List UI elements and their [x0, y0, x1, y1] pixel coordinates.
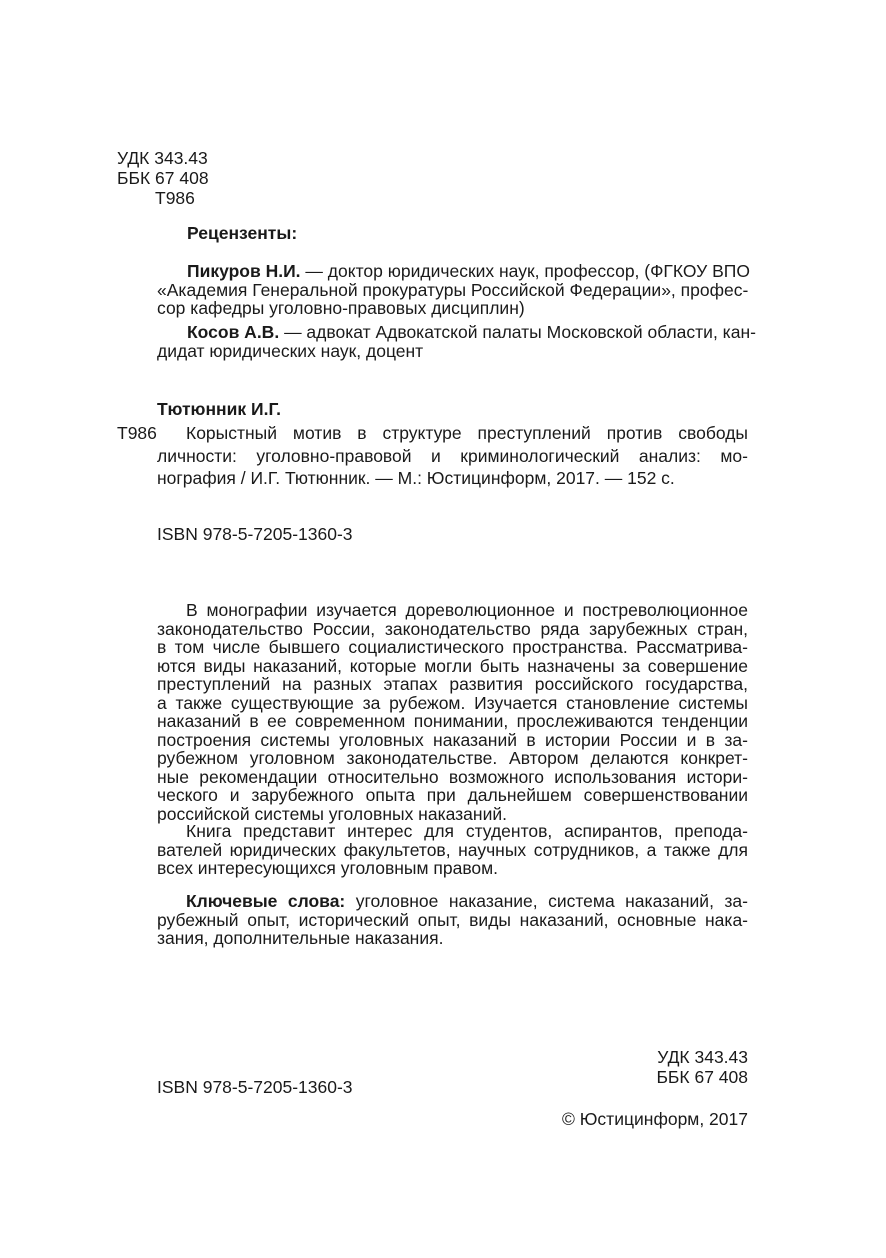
author-mark: Т986 — [155, 188, 195, 208]
keywords — [157, 892, 748, 948]
abstract-line: российской системы уголовных наказаний. — [157, 803, 507, 824]
reviewer-1-line-3: сор кафедры уголовно-правовых дисциплин) — [157, 298, 525, 318]
abstract-line: построения системы уголовных наказаний в истории России и в за- — [157, 729, 748, 750]
abstract-line: ческого и зарубежного опыта при дальнейшем совершенствовании — [157, 785, 748, 805]
abstract-line: всех интересующихся уголовным правом. — [157, 858, 499, 878]
abstract-line: законодательство России, законодательство ряда зарубежных стран, — [157, 618, 748, 639]
reviewer-1-line-2: «Академия Генеральной прокуратуры Российской Федерации», профес- — [157, 279, 749, 300]
footer-bbk: ББК 67 408 — [656, 1067, 748, 1087]
keywords-line-1: Ключевые слова: уголовное наказание, система наказаний, за- — [186, 891, 748, 911]
reviewer-2-name: Косов А.В. — [187, 322, 280, 342]
abstract-line: наказаний в ее современном понимании, прослеживаются тенденции — [157, 711, 748, 731]
book-author: Тютюнник И.Г. — [157, 399, 282, 419]
abstract-line: ные рекомендации относительно возможного использования истори- — [157, 766, 748, 787]
reviewer-2-line-1: Косов А.В. — адвокат Адвокатской палаты Московской области, кан- — [187, 322, 756, 342]
abstract-line: вателей юридических факультетов, научных сотрудников, а также для — [157, 839, 748, 860]
udk-code: УДК 343.43 — [117, 148, 208, 168]
abstract-line: В монографии изучается дореволюционное и постреволюционное — [186, 600, 748, 620]
book-description — [157, 422, 748, 490]
abstract-paragraph-1 — [157, 601, 748, 823]
footer-udk: УДК 343.43 — [657, 1047, 748, 1067]
keywords-line-3: зания, дополнительные наказания. — [157, 928, 444, 948]
book-mark: Т986 — [117, 423, 157, 443]
abstract-line: ются виды наказаний, которые могли быть назначены за совершение — [157, 655, 748, 676]
bbk-code: ББК 67 408 — [117, 168, 209, 188]
keywords-line-2: рубежный опыт, исторический опыт, виды наказаний, основные нака- — [157, 909, 748, 930]
abstract-line: Книга представит интерес для студентов, аспирантов, препода- — [186, 821, 748, 841]
book-description-line-1: Корыстный мотив в структуре преступлений против свободы — [186, 423, 748, 443]
reviewer-1-name: Пикуров Н.И. — [187, 261, 301, 281]
abstract-line: а также существующие за рубежом. Изучается становление системы — [157, 692, 748, 713]
reviewers-title: Рецензенты: — [187, 223, 298, 243]
reviewer-2-line-2: дидат юридических наук, доцент — [157, 340, 424, 361]
abstract-line: в том числе бывшего социалистического пространства. Рассматрива- — [157, 637, 748, 657]
book-description-line-3: нография / И.Г. Тютюнник. — М.: Юстицинформ, 2017. — 152 с. — [157, 468, 675, 488]
keywords-label: Ключевые слова: — [186, 891, 346, 911]
footer-isbn: ISBN 978-5-7205-1360-3 — [157, 1077, 353, 1097]
abstract-line: преступлений на разных этапах развития российского государства, — [157, 674, 748, 694]
reviewer-1-line-1: Пикуров Н.И. — доктор юридических наук, профессор, (ФГКОУ ВПО — [187, 261, 750, 281]
reviewer-1 — [157, 262, 748, 318]
abstract-paragraph-2 — [157, 822, 748, 878]
book-isbn: ISBN 978-5-7205-1360-3 — [157, 524, 353, 544]
copyright: © Юстицинформ, 2017 — [562, 1109, 748, 1129]
abstract-line: рубежном уголовном законодательстве. Автором делаются конкрет- — [157, 748, 748, 768]
book-description-line-2: личности: уголовно-правовой и криминологический анализ: мо- — [157, 445, 748, 466]
reviewer-2 — [157, 322, 756, 361]
